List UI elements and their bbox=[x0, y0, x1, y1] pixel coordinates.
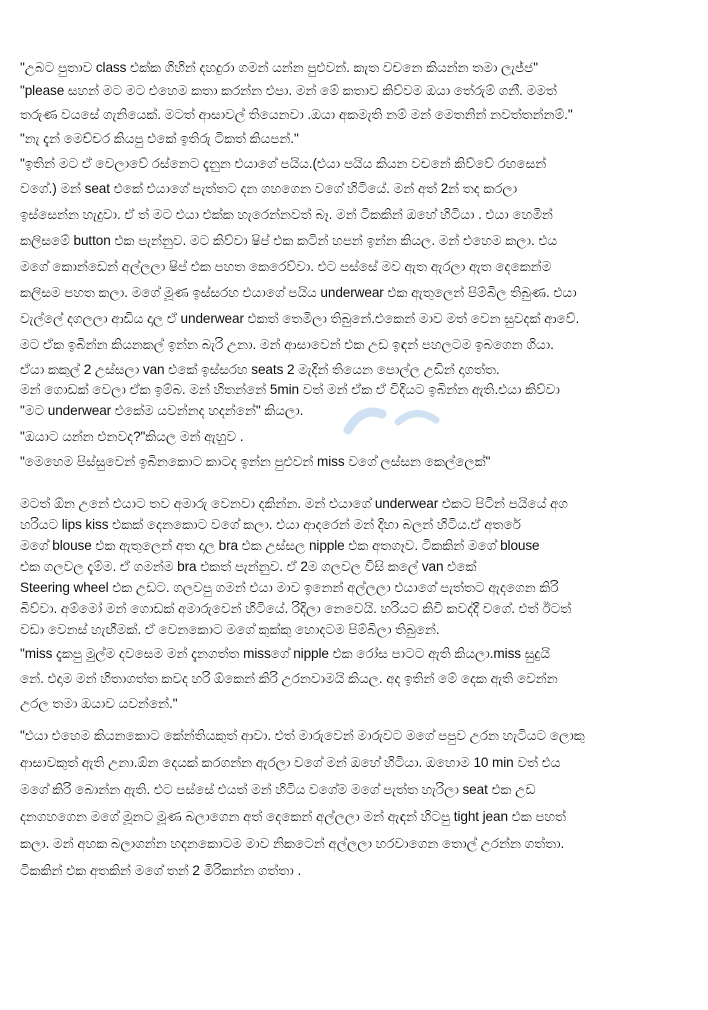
text-line: වඩා වෙනස් හැඟීමක්. ඒ වෙනකොට මගේ කුක්කු හොදටම පිම්බිලා තිබුනේ. bbox=[20, 622, 440, 637]
text-line: මගේ blouse එක ඇතුලෙන් අත දාල bra එක උස්සල nipple එක අතගෑව. ටිකකින් මගේ blouse bbox=[20, 538, 540, 553]
text-line: Steering wheel එක උඩට. ගලවපු ගමන් එයා මාව ඉනෙන් අල්ලලා එයාගේ පැත්තට ඇදගෙන කිරි bbox=[20, 580, 559, 595]
text-line: හරියට lips kiss එකක් දෙනකොට වගේ කලා. එයා ආදරෙන් මන් දිහා බලන් හිටිය.ඒ අතරේ bbox=[20, 517, 521, 532]
text-line: බිව්වා. අම්මෝ මන් ගොඩක් අමාරුවෙන් හිටියේ. රිදිලා නෙවෙයි. හරියට කිවි කවද්දී වගේ. එත් ඊටත් bbox=[20, 601, 572, 616]
text-line: මගේ කිරි බොන්න ඇති. එට පස්සේ එයත් මන් හිටිය වගේම මගේ පැත්ත හැරිලා seat එක උඩ bbox=[20, 782, 536, 797]
text-line: "උබට පුතාව class එක්ක ගිහින් දහදුරා ගමන් යන්න පුළුවන්. කැත වචනෙ කියන්න තමා ලැජ්ජ" bbox=[20, 60, 538, 75]
text-line: "ඉතින් මට ඒ වෙලාවේ රස්නෙට දැනුන එයාගේ පයිය.(එයා පයිය කියන වචනේ කිව්වේ රහසෙන් bbox=[20, 156, 547, 171]
text-line: ආසාවකුත් ඇති උනා.ඕන දෙයක් කරගන්න ඇරලා වගේ මන් ඔහේ හිටියා. ඔහොම 10 min වත් එය bbox=[20, 755, 561, 770]
text-line: එක ගලවල දැම්ම. ඒ ගමන්ම bra එකත් පැන්නුව. ඒ 2ම ගලවල විසි කලේ van එකේ bbox=[20, 559, 477, 574]
text-line: දනගහගෙන මගේ මූනට මූණ බලාගෙන අත් දෙකෙන් අල්ලලා මන් ඇඳන් හිටපු tight jean එක පහත් bbox=[20, 809, 566, 824]
text-line: උරල තමා ඔයාව යවන්නේ." bbox=[20, 696, 178, 711]
text-line: වැල්ලේ දගලලා ආඩිය දාල ඒ underwear එකත් තෙමිලා තිබුනේ.එකෙන් මාව මත් වෙන සුවදක් ආවේ. bbox=[20, 311, 580, 326]
text-line: "මට underwear එකේම යවන්නද හදන්නේ" කියලා. bbox=[20, 403, 304, 418]
text-line: කලිසමේ button එක පැන්නුව. මට කිව්වා ෂිප් එක කටින් හපන් ඉන්න කියල. මන් එහෙම කලා. එය bbox=[20, 233, 558, 248]
text-line: ටිකකින් එක අතකින් මගේ තන් 2 මිරිකන්න ගත්තා . bbox=[20, 863, 302, 878]
text-line: "miss දැකපු මුල්ම දවසෙම මන් දැනගත්ත missගේ nipple එක රෝස පාටට ඇති කියලා.miss සුදුයි bbox=[20, 646, 550, 661]
text-line: මන් ගොඩක් වෙලා ඒක ඉම්බ. මන් හිතන්නේ 5min වත් මන් ඒක ඒ විදියට ඉබින්න ඇති.එයා කිව්වා bbox=[20, 382, 560, 397]
text-line: ඉස්සෙන්න හැදුවා. ඒ ත් මට එයා එක්ක හැරෙන්නවත් බෑ. මන් ටිකකින් ඔහේ හිටියා . එයා හෙමින් bbox=[20, 207, 553, 222]
text-line: මට ඒක ඉබින්න කියනකල් ඉන්න බැරි උනා. මන් ආසාවෙන් එක උඩ ඉඳන් පහලටම ඉබගෙන ගියා. bbox=[20, 337, 554, 352]
text-line: මටත් ඕන උනේ එයාට තව අමාරු වෙනවා දකින්න. මන් එයාගේ underwear එකට පිටින් පයියේ අග bbox=[20, 496, 568, 511]
text-line: "please සහන් මට මට එහෙම කතා කරන්න එපා. මන් මේ කතාව කිව්වම ඔයා තේරුම් ගනී. මමත් bbox=[20, 83, 557, 98]
text-line: කලා. මන් අහක බලාගන්න හදනකොටම මාව නිකටෙන් අල්ලලා හරවාගෙන තොල් උරන්න ගත්තා. bbox=[20, 836, 565, 851]
text-line: "මෙහෙම පිස්සුවෙන් ඉබිනකොට කාටද ඉන්න පුළුවන් miss වගේ ලස්සන කෙල්ලෙක්" bbox=[20, 454, 491, 469]
text-line: ඒයා කකුල් 2 උස්සලා van එකේ ඉස්සරහ seats 2 මැදින් තියෙන පොල්ල උඩින් දාගත්ත. bbox=[20, 362, 500, 377]
text-line: "එයා එහෙම කියනකොට කේන්තියකුත් ආවා. එත් මාරුවෙන් මාරුවට මගේ පපුව උරන හැටියට ලොකු bbox=[20, 728, 585, 743]
text-line: කලිසම පහත කලා. මගේ මූණ ඉස්සරහ එයාගේ පයිය underwear එක ඇතුලෙන් පිම්බිල තිබුණ. එයා bbox=[20, 285, 577, 300]
text-line: නේ. එදාම මන් හිතාගත්ත කවද හරි ඕකෙන් කිරි උරනවාමයි කියල. අද ඉතින් මේ දෙක ඇති වෙන්න bbox=[20, 671, 558, 686]
text-line: තරුණ වයසේ ගැනියෙක්. මටත් ආසාවල් තියෙනවා .ඔයා අකමැති නම් මන් මෙතනින් නවත්තන්නම්." bbox=[20, 107, 573, 122]
text-line: "නැ දැන් මෙච්චර කියපු එකේ ඉතිරු ටිකත් කියපන්." bbox=[20, 131, 299, 146]
faint-logo-watermark-icon bbox=[340, 400, 450, 440]
text-line: මගේ කොන්ඩෙන් අල්ලලා ෂිප් එක පහත කෙරෙව්වා. එට පස්සේ මව ඇත ඇරලා ඇත දෙකෙන්ම bbox=[20, 259, 552, 274]
text-line: "ඔයාට යන්න එනවද?"කියල මන් ඇහුව . bbox=[20, 429, 244, 444]
text-line: වගේ.) මන් seat එකේ එයාගේ පැත්තට දන ගහගෙන වගේ හිටියේ. මන් අත් 2න් තද කරලා bbox=[20, 181, 518, 196]
